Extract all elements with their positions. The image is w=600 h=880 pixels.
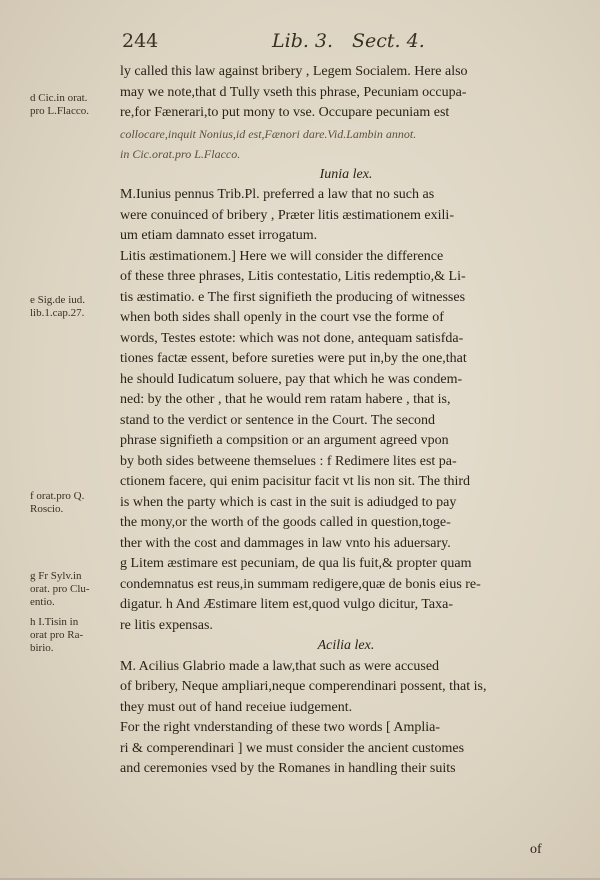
- section-heading: Iunia lex.: [319, 166, 373, 182]
- text-line: re,for Fænerari,to put mony to vse. Occupare pecuniam est: [120, 105, 450, 120]
- text-line: ctionem facere, qui enim pacisitur facit vt lis non sit. The third: [120, 474, 471, 489]
- body-text: [120, 62, 572, 780]
- text-line: when both sides shall openly in the court vse the forme of: [120, 310, 444, 325]
- text-line: ly called this law against bribery , Legem Socialem. Here also: [120, 64, 468, 79]
- text-line: the mony,or the worth of the goods called in question,toge-: [120, 515, 451, 530]
- catchword: of: [530, 842, 542, 857]
- text-line: of bribery, Neque ampliari,neque comperendinari possent, that is,: [120, 679, 487, 694]
- text-line: of these three phrases, Litis contestatio, Litis redemptio,& Li-: [120, 269, 466, 284]
- text-line: stand to the verdict or sentence in the Court. The second: [120, 412, 436, 428]
- text-line: phrase signifieth a compsition or an argument agreed vpon: [120, 433, 449, 448]
- text-line: they must out of hand receiue iudgement.: [120, 699, 353, 715]
- text-line: is when the party which is cast in the suit is adiudged to pay: [120, 494, 457, 510]
- text-line: and ceremonies vsed by the Romanes in handling their suits: [120, 761, 456, 776]
- text-line: M. Acilius Glabrio made a law,that such as were accused: [120, 658, 440, 674]
- margin-note: g Fr Sylv.in orat. pro Clu- entio.: [30, 570, 90, 608]
- marginal-notes: [30, 60, 120, 880]
- margin-note: e Sig.de iud. lib.1.cap.27.: [30, 294, 85, 319]
- text-line: g Litem æstimare est pecuniam, de qua lis fuit,& propter quam: [120, 556, 472, 571]
- text-line: words, Testes estote: which was not done, antequam satisfda-: [120, 330, 464, 346]
- text-line: tiones factæ essent, before sureties were put in,by the one,that: [120, 351, 467, 366]
- text-line: For the right vnderstanding of these two words [ Amplia-: [120, 720, 441, 735]
- section-label: Sect. 4.: [352, 30, 425, 52]
- text-line: Litis æstimationem.] Here we will consider the difference: [120, 248, 444, 264]
- section-heading: Acilia lex.: [317, 638, 375, 653]
- text-line: digatur. h And Æstimare litem est,quod vulgo dicitur, Taxa-: [120, 597, 453, 612]
- text-line: um etiam damnato esset irrogatum.: [120, 228, 318, 243]
- text-line: he should Iudicatum soluere, pay that which he was condem-: [120, 371, 463, 387]
- text-line: ther with the cost and dammages in law vnto his aduersary.: [120, 535, 451, 551]
- running-header: [122, 30, 572, 56]
- text-line: condemnatus est reus,in summam redigere,quæ de bonis eius re-: [120, 576, 481, 592]
- margin-note: f orat.pro Q. Roscio.: [30, 490, 85, 515]
- text-line: in Cic.orat.pro L.Flacco.: [120, 147, 241, 161]
- text-line: were conuinced of bribery , Præter litis æstimationem exili-: [120, 207, 454, 223]
- margin-note: h I.Tisin in orat pro Ra- birio.: [30, 616, 84, 654]
- text-line: ri & comperendinari ] we must consider the ancient customes: [120, 740, 465, 756]
- margin-note: d Cic.in orat. pro L.Flacco.: [30, 92, 89, 117]
- text-line: may we note,that d Tully vseth this phrase, Pecuniam occupa-: [120, 84, 467, 100]
- text-line: M.Iunius pennus Trib.Pl. preferred a law that no such as: [120, 187, 435, 202]
- text-line: by both sides betweene themselues : f Redimere lites est pa-: [120, 453, 457, 469]
- text-line: tis æstimatio. e The first signifieth the producing of witnesses: [120, 289, 466, 305]
- page-number: 244: [122, 30, 159, 52]
- text-line: re litis expensas.: [120, 617, 213, 633]
- text-line: collocare,inquit Nonius,id est,Fænori dare.Vid.Lambin annot.: [120, 126, 417, 141]
- text-line: ned: by the other , that he would rem ratam habere , that is,: [120, 392, 451, 407]
- book-label: Lib. 3.: [272, 30, 334, 52]
